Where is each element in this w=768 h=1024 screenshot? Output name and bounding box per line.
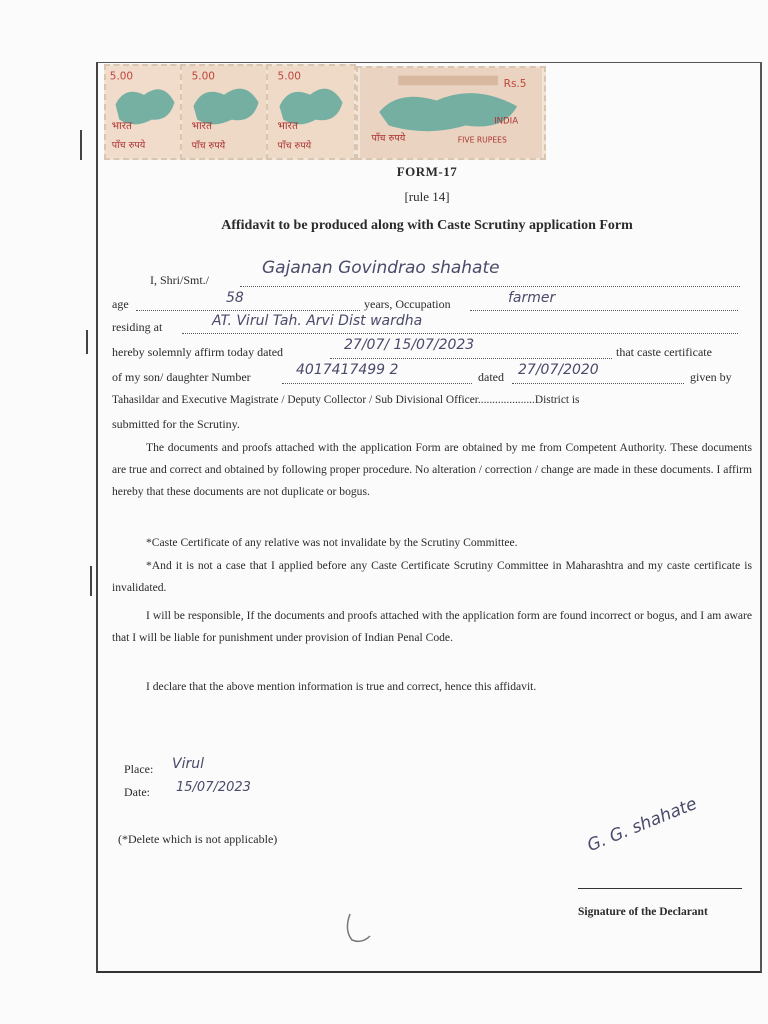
affirm-date-value: 27/07/ 15/07/2023 (344, 337, 475, 353)
revenue-stamp (266, 64, 356, 160)
stray-mark-icon (340, 910, 380, 950)
relative-certificate-paragraph: *Caste Certificate of any relative was not invalidate by the Scrutiny Committee. (146, 536, 518, 549)
age-value: 58 (226, 290, 244, 306)
number-fill-line (282, 383, 472, 384)
occupation-label: years, Occupation (364, 297, 451, 311)
revenue-stamp (104, 64, 186, 160)
age-fill-line (136, 310, 360, 311)
revenue-stamp-large (356, 66, 546, 160)
certificate-number-label: of my son/ daughter Number (112, 370, 251, 384)
stamp-caption: FIVE RUPEES (457, 135, 507, 145)
stamp-emblem-icon (182, 66, 270, 158)
residing-label: residing at (112, 320, 163, 334)
dated-label: dated (478, 370, 504, 384)
stamp-script: भारत (191, 120, 212, 133)
stamp-caption: पाँच रुपये (111, 140, 146, 152)
name-value: Gajanan Govindrao shahate (262, 258, 500, 278)
given-by-label: given by (690, 370, 732, 384)
place-value: Virul (172, 756, 204, 772)
age-label: age (112, 297, 129, 311)
stamp-script: भारत (277, 120, 298, 133)
delete-note: (*Delete which is not applicable) (118, 832, 278, 846)
place-label: Place: (124, 762, 154, 776)
margin-mark (86, 330, 88, 354)
stamp-script: भारत (111, 120, 133, 133)
dated-value: 27/07/2020 (518, 362, 599, 378)
date-value: 15/07/2023 (176, 780, 251, 795)
residing-fill-line (182, 333, 738, 334)
dated-fill-line (512, 383, 684, 384)
stamp-value: 5.00 (191, 70, 215, 83)
declarant-signature: G. G. shahate (584, 793, 700, 856)
name-label: I, Shri/Smt./ (150, 273, 210, 287)
stamp-value: 5.00 (277, 70, 301, 83)
occupation-value: farmer (508, 290, 556, 306)
stamp-value: 5.00 (109, 70, 134, 83)
affirm-fill-line (330, 358, 612, 359)
submitted-line: submitted for the Scrutiny. (112, 417, 240, 431)
occupation-fill-line (470, 310, 738, 311)
signature-line (578, 888, 742, 889)
name-fill-line (240, 286, 740, 287)
affirm-suffix: that caste certificate (616, 345, 712, 359)
stamp-country: INDIA (494, 116, 519, 127)
stamp-script: पाँच रुपये (371, 132, 406, 144)
previous-application-paragraph: *And it is not a case that I applied before any Caste Certificate Scrutiny Committee in Maharashtra and my caste certificate is invalidated. (112, 559, 752, 594)
authority-line: Tahasildar and Executive Magistrate / Deputy Collector / Sub Divisional Officer....................District is (112, 394, 580, 406)
form-title: FORM-17 (396, 164, 458, 179)
certificate-number-value: 4017417499 2 (296, 362, 399, 378)
revenue-stamps (104, 64, 546, 162)
stamp-value: Rs.5 (503, 78, 527, 91)
form-rule: [rule 14] (404, 189, 450, 204)
stamp-caption: पाँच रुपये (277, 140, 312, 152)
margin-mark (80, 130, 82, 160)
margin-mark (90, 566, 92, 596)
responsibility-paragraph: I will be responsible, If the documents and proofs attached with the application form are found incorrect or bogus, and I am aware that I will be liable for punishment under provision of Indian Penal Code. (112, 609, 752, 644)
stamp-emblem-icon (358, 68, 544, 158)
date-label: Date: (124, 785, 150, 799)
stamp-emblem-icon (268, 66, 354, 158)
stamp-emblem-icon (106, 66, 184, 158)
revenue-stamp (180, 64, 272, 160)
affirm-label: hereby solemnly affirm today dated (112, 345, 284, 359)
declaration-paragraph: I declare that the above mention information is true and correct, hence this affidavit. (146, 680, 537, 693)
documents-paragraph: The documents and proofs attached with the application Form are obtained by me from Competent Authority. These documents are true and correct and obtained by following proper procedure. No alteration / correction / change are made in these documents. I affirm hereby that these documents are not duplicate or bogus. (112, 441, 752, 498)
affidavit-heading: Affidavit to be produced along with Caste Scrutiny application Form (221, 218, 633, 233)
stamp-caption: पाँच रुपये (191, 140, 226, 152)
signature-label: Signature of the Declarant (578, 906, 708, 918)
residing-value: AT. Virul Tah. Arvi Dist wardha (212, 313, 423, 329)
